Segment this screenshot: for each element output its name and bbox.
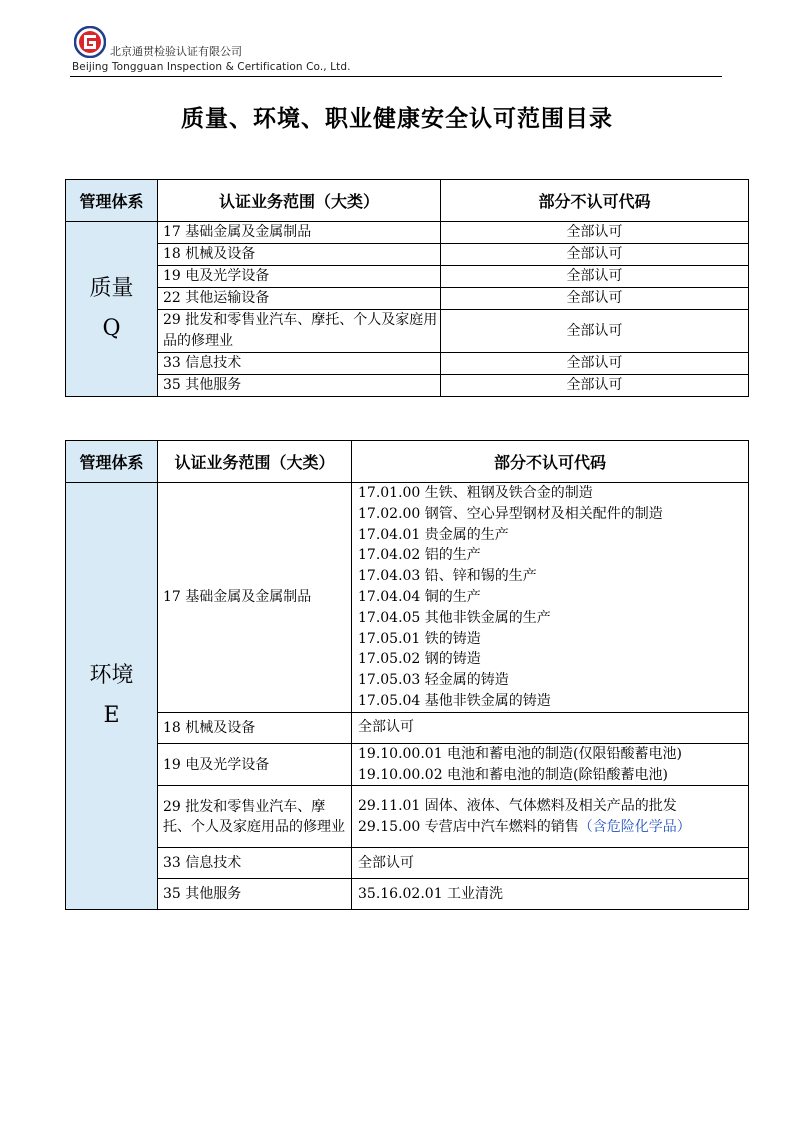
system-letter: E <box>103 703 120 729</box>
code-item: 17.05.01 铁的铸造 <box>358 630 481 647</box>
code-item: 19.10.00.01 电池和蓄电池的制造(仅限铅酸蓄电池) <box>358 745 682 762</box>
header-code: 部分不认可代码 <box>352 441 749 483</box>
scope-cell: 29 批发和零售业汽车、摩托、个人及家庭用品的修理业 <box>158 310 441 353</box>
table-row <box>66 848 749 879</box>
code-item: 29.11.01 固体、液体、气体燃料及相关产品的批发 <box>358 798 677 815</box>
code-cell: 全部认可 <box>441 375 749 397</box>
hazmat-note: （含危险化学品） <box>578 818 691 835</box>
system-label: 质量 <box>89 276 134 301</box>
scope-cell: 35 其他服务 <box>158 375 441 397</box>
scope-cell: 17 基础金属及金属制品 <box>158 483 352 713</box>
company-name-en: Beijing Tongguan Inspection & Certification Co., Ltd. <box>72 61 351 73</box>
table-row <box>66 266 749 288</box>
header-system: 管理体系 <box>66 180 158 222</box>
system-letter: Q <box>102 316 121 341</box>
code-item <box>358 817 748 838</box>
code-text: 29.15.00 专营店中汽车燃料的销售 <box>358 818 579 835</box>
scope-cell: 19 电及光学设备 <box>158 266 441 288</box>
code-item: 17.04.04 铜的生产 <box>358 588 481 605</box>
scope-cell: 29 批发和零售业汽车、摩托、个人及家庭用品的修理业 <box>158 786 352 848</box>
system-quality <box>66 222 158 397</box>
table-row <box>66 879 749 910</box>
code-list <box>352 786 749 848</box>
table-row <box>66 222 749 244</box>
table-row <box>66 786 749 848</box>
code-item: 全部认可 <box>352 848 749 879</box>
scope-cell: 17 基础金属及金属制品 <box>158 222 441 244</box>
header-scope: 认证业务范围（大类） <box>158 180 441 222</box>
table-row <box>66 712 749 743</box>
header-rule <box>70 76 722 77</box>
scope-cell: 33 信息技术 <box>158 353 441 375</box>
quality-scope-table <box>65 179 749 397</box>
code-item: 17.01.00 生铁、粗钢及铁合金的制造 <box>358 485 593 501</box>
scope-cell: 19 电及光学设备 <box>158 743 352 786</box>
environment-scope-table <box>65 440 749 910</box>
code-item: 17.02.00 钢管、空心异型钢材及相关配件的制造 <box>358 505 663 522</box>
scope-cell: 18 机械及设备 <box>158 712 352 743</box>
code-cell: 全部认可 <box>441 222 749 244</box>
table-row <box>66 743 749 786</box>
table-row <box>66 310 749 353</box>
code-item: 35.16.02.01 工业清洗 <box>352 879 749 910</box>
code-cell: 全部认可 <box>441 244 749 266</box>
code-item: 19.10.00.02 电池和蓄电池的制造(除铅酸蓄电池) <box>358 766 668 783</box>
scope-cell: 22 其他运输设备 <box>158 288 441 310</box>
code-item: 17.05.02 钢的铸造 <box>358 651 481 668</box>
scope-cell: 35 其他服务 <box>158 879 352 910</box>
system-environment <box>66 483 158 910</box>
code-item: 17.04.03 铅、锌和锡的生产 <box>358 568 537 585</box>
table-header-row <box>66 441 749 483</box>
code-item: 17.04.05 其他非铁金属的生产 <box>358 609 551 626</box>
code-item: 17.04.02 铝的生产 <box>358 547 481 564</box>
company-name-cn: 北京通贯检验认证有限公司 <box>110 45 242 58</box>
code-list <box>352 483 749 713</box>
table-row <box>66 483 749 713</box>
table-row <box>66 244 749 266</box>
code-item: 17.05.03 轻金属的铸造 <box>358 672 509 689</box>
code-cell: 全部认可 <box>441 288 749 310</box>
code-item: 17.04.01 贵金属的生产 <box>358 526 509 543</box>
code-item: 全部认可 <box>352 712 749 743</box>
table-header-row <box>66 180 749 222</box>
code-item: 17.05.04 基他非铁金属的铸造 <box>358 692 551 709</box>
table-row <box>66 288 749 310</box>
system-label: 环境 <box>89 663 134 689</box>
code-list <box>352 743 749 786</box>
table-row <box>66 353 749 375</box>
header-code: 部分不认可代码 <box>441 180 749 222</box>
table-row <box>66 375 749 397</box>
header-scope: 认证业务范围（大类） <box>158 441 352 483</box>
letterhead <box>70 26 722 76</box>
code-cell: 全部认可 <box>441 266 749 288</box>
page-title: 质量、环境、职业健康安全认可范围目录 <box>181 106 613 132</box>
scope-cell: 33 信息技术 <box>158 848 352 879</box>
header-system: 管理体系 <box>66 441 158 483</box>
scope-cell: 18 机械及设备 <box>158 244 441 266</box>
company-logo-icon <box>74 26 106 58</box>
code-cell: 全部认可 <box>441 310 749 353</box>
code-cell: 全部认可 <box>441 353 749 375</box>
